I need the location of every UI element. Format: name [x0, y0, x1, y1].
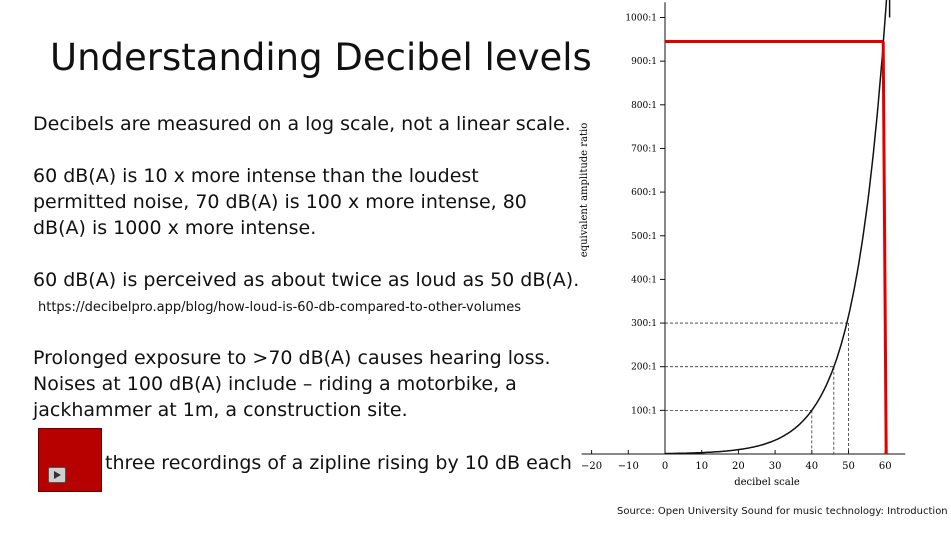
- highlight-lines: [665, 42, 886, 454]
- reference-lines: [665, 323, 849, 454]
- paragraph-loudness: 60 dB(A) is perceived as about twice as loud as 50 dB(A).: [33, 269, 580, 291]
- y-tick-label: 600:1: [631, 188, 657, 199]
- x-axis-label: decibel scale: [734, 477, 800, 488]
- x-tick-label: 30: [768, 461, 782, 472]
- y-tick-label: 800:1: [631, 100, 657, 111]
- highlight-vertical: [883, 42, 886, 454]
- play-icon: [54, 471, 61, 479]
- x-tick-label: 10: [695, 461, 709, 472]
- y-tick-label: 200:1: [631, 362, 657, 373]
- y-tick-label: 500:1: [631, 231, 657, 242]
- y-tick-label: 1000:1: [625, 13, 657, 24]
- y-axis-label: equivalent amplitude ratio: [579, 122, 590, 258]
- x-tick-label: 60: [878, 461, 892, 472]
- reference-link[interactable]: https://decibelpro.app/blog/how-loud-is-60-db-compared-to-other-volumes: [38, 300, 521, 315]
- y-tick-label: 900:1: [631, 57, 657, 68]
- paragraph-intensity: 60 dB(A) is 10 x more intense than the loudest permitted noise, 70 dB(A) is 100 x more intense, 80 dB(A) is 1000 x more intense.: [33, 165, 527, 239]
- x-tick-label: 20: [732, 461, 745, 472]
- y-tick-label: 400:1: [631, 275, 657, 286]
- x-tick-label: 0: [661, 461, 669, 472]
- x-tick-label: 50: [842, 461, 855, 472]
- paragraph-hearing-loss: Prolonged exposure to >70 dB(A) causes hearing loss. Noises at 100 dB(A) include – riding a motorbike, a jackhammer at 1m, a construction site.: [33, 347, 551, 421]
- y-tick-label: 100:1: [631, 406, 657, 417]
- media-caption: three recordings of a zipline rising by 10 dB each: [105, 452, 572, 474]
- paragraph-log-scale: Decibels are measured on a log scale, not a linear scale.: [33, 113, 571, 135]
- amplitude-curve: [665, 0, 890, 454]
- y-tick-label: 300:1: [631, 319, 657, 330]
- source-citation: Source: Open University Sound for music technology: Introduction: [617, 506, 948, 517]
- decibel-chart: [575, 0, 945, 500]
- page-title: Understanding Decibel levels: [50, 36, 592, 79]
- x-tick-label: 40: [805, 461, 819, 472]
- audio-media-thumbnail[interactable]: [38, 428, 102, 492]
- y-tick-label: 700:1: [631, 144, 657, 155]
- x-tick-label: −10: [617, 461, 639, 472]
- x-tick-label: −20: [581, 461, 603, 472]
- chart-axes: [581, 2, 905, 472]
- play-button[interactable]: [48, 467, 66, 483]
